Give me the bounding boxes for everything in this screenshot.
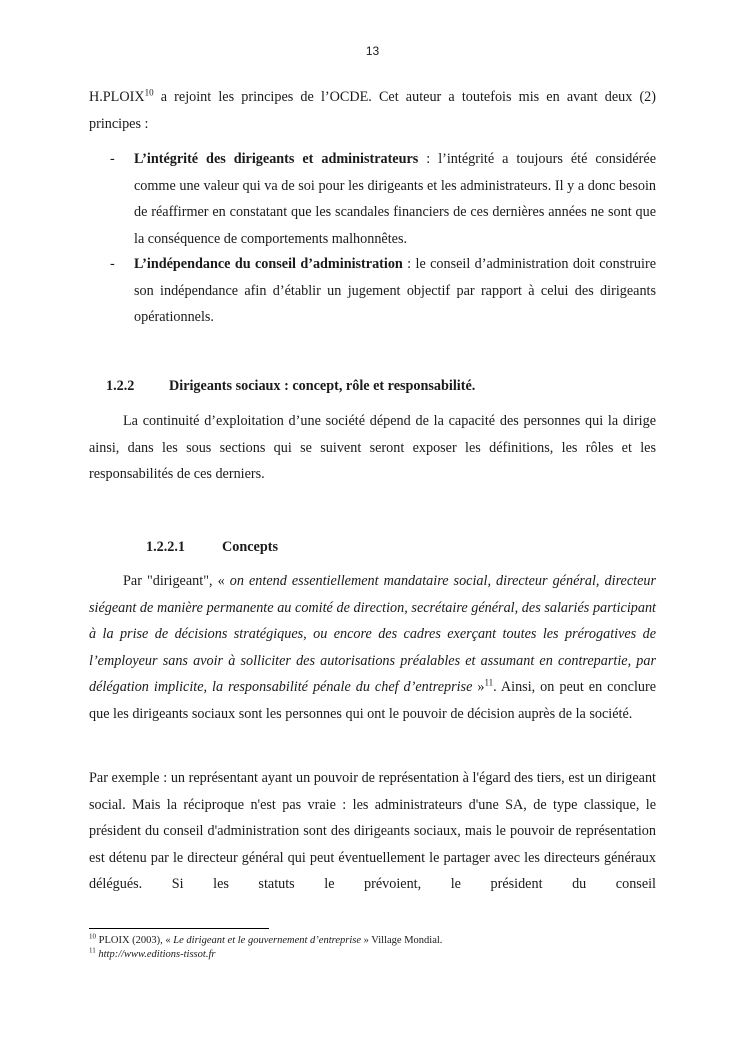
section-1-2-2-number: 1.2.2 <box>106 378 135 394</box>
bullet-independence-title: L’indépendance du conseil d’administration <box>134 256 403 272</box>
concepts-lead: Par "dirigeant", « <box>123 573 230 589</box>
footnote-10 <box>89 934 442 948</box>
intro-text: a rejoint les principes de l’OCDE. Cet auteur a toutefois mis en avant deux (2) principes : <box>89 89 656 132</box>
section-1-2-2-text: La continuité d’exploitation d’une société dépend de la capacité des personnes qui la dirige ainsi, dans les sous sections qui se suivent seront exposer les définitions, les rôles et les responsabilités de ces derniers. <box>89 413 656 483</box>
concepts-quote-close: » <box>472 679 485 696</box>
footnote-10-number: 10 <box>89 932 96 941</box>
concepts-after: . Ainsi, on peut en conclure que les dirigeants sociaux sont les personnes qui ont le pouvoir de décision auprès de la société. <box>89 679 656 722</box>
section-1-2-2-1-title: Concepts <box>222 539 278 555</box>
bullet-integrity <box>134 146 656 252</box>
bullet-integrity-title: L’intégrité des dirigeants et administrateurs <box>134 151 419 167</box>
bullet-independence-text: : le conseil d’administration doit construire son indépendance afin d’établir un jugement objectif par rapport à celui des dirigeants opérationnels. <box>134 256 656 326</box>
footnote-10-title: Le dirigeant et le gouvernement d’entreprise <box>173 935 361 946</box>
intro-paragraph <box>89 84 656 137</box>
footnote-11 <box>89 948 215 962</box>
section-1-2-2-paragraph <box>89 408 656 488</box>
footnote-ref-10: 10 <box>144 87 154 98</box>
footnote-11-number: 11 <box>89 946 96 955</box>
footnote-10-suffix: » Village Mondial. <box>360 935 443 946</box>
bullet-dash-1: - <box>110 151 115 167</box>
concepts-quote: on entend essentiellement mandataire social, directeur général, directeur siégeant de manière permanente au comité de direction, secrétaire général, des salariés participant à la prise de décisions stratégiques, ou encore des cadres exerçant toutes les prérogatives de l’employeur sans avoir à solliciter des autorisations préalables et assumant en contrepartie, par délégation implicite, la responsabilité pénale du chef d’entreprise <box>89 573 657 696</box>
bullet-integrity-text: : l’intégrité a toujours été considérée comme une valeur qui va de soi pour les dirigeants et les administrateurs. Il y a donc besoin de réaffirmer en constatant que les scandales financiers de ces dernières années ne sont que la conséquence de comportements malhonnêtes. <box>134 151 656 247</box>
footnote-ref-11: 11 <box>484 677 494 688</box>
intro-author: H.PLOIX <box>89 89 145 105</box>
section-1-2-2-1-number: 1.2.2.1 <box>146 539 186 555</box>
footnote-divider <box>89 928 269 929</box>
concepts-paragraph <box>89 568 656 728</box>
example-paragraph: Par exemple : un représentant ayant un pouvoir de représentation à l'égard des tiers, est un dirigeant social. Mais la réciproque n'est pas vraie : les administrateurs d'une SA, de type classique, le président du conseil d'administration sont des dirigeants sociaux, mais le pouvoir de représentation est détenu par le directeur général qui peut éventuellement le partager avec les directeurs généraux délégués. Si les statuts le prévoient, le président du conseil <box>89 770 656 893</box>
bullet-independence <box>134 251 656 331</box>
bullet-dash-2: - <box>110 256 115 272</box>
page-number: 13 <box>365 44 380 58</box>
footnote-11-link[interactable]: http://www.editions-tissot.fr <box>98 949 216 960</box>
section-1-2-2-title: Dirigeants sociaux : concept, rôle et responsabilité. <box>169 378 476 394</box>
footnote-10-prefix: PLOIX (2003), « <box>98 935 174 946</box>
